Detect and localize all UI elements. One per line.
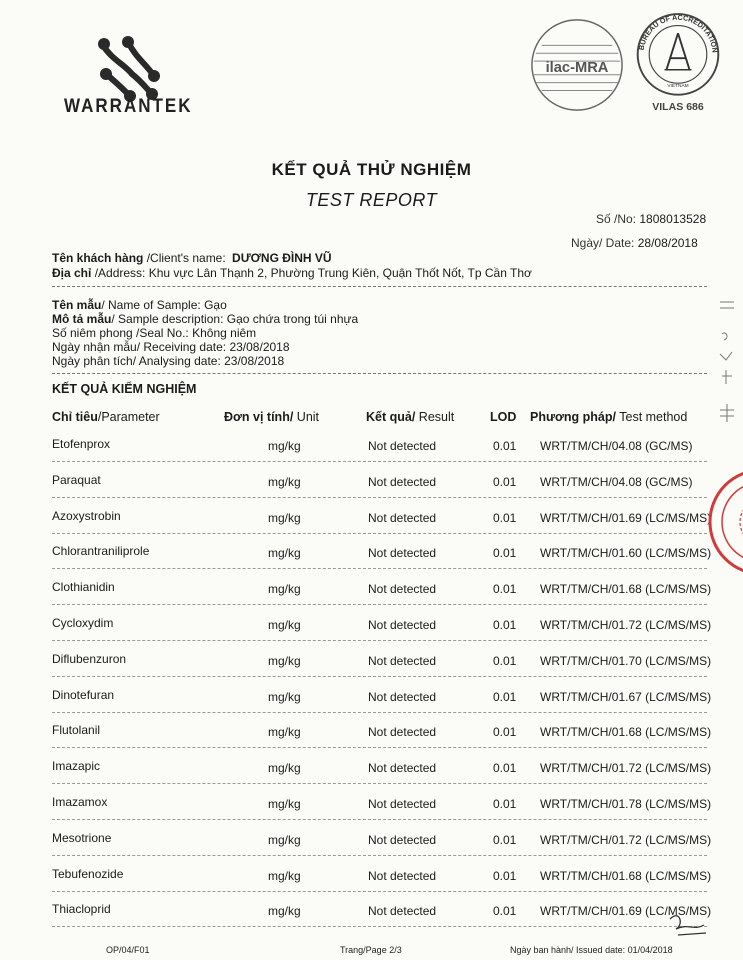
table-row xyxy=(0,544,743,564)
lod-cell: 0.01 xyxy=(493,582,517,596)
method-cell: WRT/TM/CH/01.70 (LC/MS/MS) xyxy=(540,654,712,668)
table-row xyxy=(0,795,743,815)
row-divider xyxy=(52,461,707,462)
row-divider xyxy=(52,676,707,677)
parameter-cell: Imazamox xyxy=(52,795,108,809)
parameter-cell: Flutolanil xyxy=(52,723,101,737)
boa-country-text: VIETNAM xyxy=(667,84,689,89)
lod-cell: 0.01 xyxy=(493,797,517,811)
footer-page: Trang/Page 2/3 xyxy=(340,945,402,955)
row-divider xyxy=(52,712,707,713)
lod-cell: 0.01 xyxy=(493,904,517,918)
unit-cell: mg/kg xyxy=(268,904,301,918)
parameter-cell: Dinotefuran xyxy=(52,688,115,702)
receiving-date: Ngày nhận mẫu/ Receiving date: 23/08/2018 xyxy=(52,340,290,354)
row-divider xyxy=(52,533,707,534)
table-row xyxy=(0,616,743,636)
result-cell: Not detected xyxy=(368,725,437,739)
svg-text:BUREAU OF ACCREDITATION xyxy=(637,13,720,53)
unit-cell: mg/kg xyxy=(268,833,301,847)
unit-cell: mg/kg xyxy=(268,869,301,883)
unit-cell: mg/kg xyxy=(268,546,301,560)
method-cell: WRT/TM/CH/01.78 (LC/MS/MS) xyxy=(540,797,712,811)
seal-number: Số niêm phong /Seal No.: Không niêm xyxy=(52,326,257,340)
row-divider xyxy=(52,855,707,856)
row-divider xyxy=(52,783,707,784)
client-name: Tên khách hàng /Client's name: DƯƠNG ĐÌNH VŨ xyxy=(52,251,332,265)
method-cell: WRT/TM/CH/01.67 (LC/MS/MS) xyxy=(540,690,712,704)
unit-cell: mg/kg xyxy=(268,761,301,775)
signature-icon xyxy=(660,905,720,945)
row-divider xyxy=(52,891,707,892)
boa-ring-text: BUREAU OF ACCREDITATION xyxy=(636,12,720,54)
lod-cell: 0.01 xyxy=(493,475,517,489)
result-cell: Not detected xyxy=(368,904,437,918)
lod-cell: 0.01 xyxy=(493,546,517,560)
header-lod: LOD xyxy=(490,410,517,424)
result-cell: Not detected xyxy=(368,511,437,525)
table-row xyxy=(0,580,743,600)
result-cell: Not detected xyxy=(368,618,437,632)
row-divider xyxy=(52,604,707,605)
result-cell: Not detected xyxy=(368,690,437,704)
unit-cell: mg/kg xyxy=(268,475,301,489)
row-divider xyxy=(52,497,707,498)
parameter-cell: Thiacloprid xyxy=(52,902,111,916)
brand-name: WARRANTEK xyxy=(64,94,193,117)
result-cell: Not detected xyxy=(368,582,437,596)
divider xyxy=(52,373,707,374)
table-row xyxy=(0,437,743,457)
unit-cell: mg/kg xyxy=(268,797,301,811)
parameter-cell: Tebufenozide xyxy=(52,867,124,881)
lod-cell: 0.01 xyxy=(493,833,517,847)
footer-form-code: OP/04/F01 xyxy=(106,945,150,955)
result-cell: Not detected xyxy=(368,475,437,489)
row-divider xyxy=(52,568,707,569)
method-cell: WRT/TM/CH/01.68 (LC/MS/MS) xyxy=(540,582,712,596)
report-title-vn: KẾT QUẢ THỬ NGHIỆM xyxy=(271,160,472,179)
method-cell: WRT/TM/CH/01.72 (LC/MS/MS) xyxy=(540,761,712,775)
red-stamp-icon xyxy=(700,462,743,582)
unit-cell: mg/kg xyxy=(268,439,301,453)
analysing-date: Ngày phân tích/ Analysing date: 23/08/2018 xyxy=(52,354,285,368)
table-row xyxy=(0,509,743,529)
result-cell: Not detected xyxy=(368,833,437,847)
unit-cell: mg/kg xyxy=(268,725,301,739)
lod-cell: 0.01 xyxy=(493,654,517,668)
result-cell: Not detected xyxy=(368,439,437,453)
table-row xyxy=(0,723,743,743)
parameter-cell: Paraquat xyxy=(52,473,101,487)
section-title: KẾT QUẢ KIỂM NGHIỆM xyxy=(52,382,197,396)
parameter-cell: Diflubenzuron xyxy=(52,652,127,666)
lod-cell: 0.01 xyxy=(493,761,517,775)
result-cell: Not detected xyxy=(368,761,437,775)
method-cell: WRT/TM/CH/04.08 (GC/MS) xyxy=(540,439,693,453)
table-row xyxy=(0,867,743,887)
table-row xyxy=(0,831,743,851)
result-cell: Not detected xyxy=(368,797,437,811)
row-divider xyxy=(52,926,707,927)
method-cell: WRT/TM/CH/01.69 (LC/MS/MS) xyxy=(540,511,712,525)
header-parameter: Chỉ tiêu/Parameter xyxy=(52,410,160,424)
ilac-mra-seal-icon xyxy=(528,16,626,114)
parameter-cell: Mesotrione xyxy=(52,831,112,845)
parameter-cell: Azoxystrobin xyxy=(52,509,121,523)
parameter-cell: Chlorantraniliprole xyxy=(52,544,150,558)
report-date: Ngày/ Date: 28/08/2018 xyxy=(571,236,698,250)
unit-cell: mg/kg xyxy=(268,654,301,668)
margin-marks-icon xyxy=(716,290,743,430)
header-unit: Đơn vị tính/ Unit xyxy=(224,410,320,424)
unit-cell: mg/kg xyxy=(268,618,301,632)
table-row xyxy=(0,902,743,922)
method-cell: WRT/TM/CH/01.72 (LC/MS/MS) xyxy=(540,618,712,632)
lod-cell: 0.01 xyxy=(493,439,517,453)
ilac-text: ilac-MRA xyxy=(545,59,609,76)
result-cell: Not detected xyxy=(368,869,437,883)
lod-cell: 0.01 xyxy=(493,869,517,883)
header-method: Phương pháp/ Test method xyxy=(530,410,688,424)
method-cell: WRT/TM/CH/01.60 (LC/MS/MS) xyxy=(540,546,712,560)
table-row xyxy=(0,688,743,708)
header-result: Kết quả/ Result xyxy=(366,410,455,424)
unit-cell: mg/kg xyxy=(268,582,301,596)
method-cell: WRT/TM/CH/04.08 (GC/MS) xyxy=(540,475,693,489)
footer-issued-date: Ngày ban hành/ Issued date: 01/04/2018 xyxy=(510,945,673,955)
method-cell: WRT/TM/CH/01.69 (LC/MS/MS) xyxy=(540,904,712,918)
report-title-en: TEST REPORT xyxy=(305,190,438,210)
parameter-cell: Clothianidin xyxy=(52,580,115,594)
method-cell: WRT/TM/CH/01.68 (LC/MS/MS) xyxy=(540,869,712,883)
vilas-text: VILAS 686 xyxy=(652,101,704,114)
sample-name: Tên mẫu/ Name of Sample: Gạo xyxy=(52,298,227,312)
table-row xyxy=(0,473,743,493)
lod-cell: 0.01 xyxy=(493,618,517,632)
sample-description: Mô tả mẫu/ Sample description: Gạo chứa trong túi nhựa xyxy=(52,312,359,326)
parameter-cell: Cycloxydim xyxy=(52,616,114,630)
unit-cell: mg/kg xyxy=(268,690,301,704)
bureau-accreditation-seal-icon xyxy=(630,10,726,116)
report-number: Số /No: 1808013528 xyxy=(596,212,707,226)
lod-cell: 0.01 xyxy=(493,690,517,704)
method-cell: WRT/TM/CH/01.68 (LC/MS/MS) xyxy=(540,725,712,739)
row-divider xyxy=(52,819,707,820)
parameter-cell: Imazapic xyxy=(52,759,101,773)
row-divider xyxy=(52,747,707,748)
lod-cell: 0.01 xyxy=(493,725,517,739)
lod-cell: 0.01 xyxy=(493,511,517,525)
unit-cell: mg/kg xyxy=(268,511,301,525)
row-divider xyxy=(52,640,707,641)
result-cell: Not detected xyxy=(368,654,437,668)
result-cell: Not detected xyxy=(368,546,437,560)
parameter-cell: Etofenprox xyxy=(52,437,111,451)
method-cell: WRT/TM/CH/01.72 (LC/MS/MS) xyxy=(540,833,712,847)
table-row xyxy=(0,759,743,779)
client-address: Địa chỉ /Address: Khu vực Lân Thạnh 2, Phường Trung Kiên, Quận Thốt Nốt, Tp Cần Thơ xyxy=(52,266,532,280)
divider xyxy=(52,286,707,287)
table-row xyxy=(0,652,743,672)
